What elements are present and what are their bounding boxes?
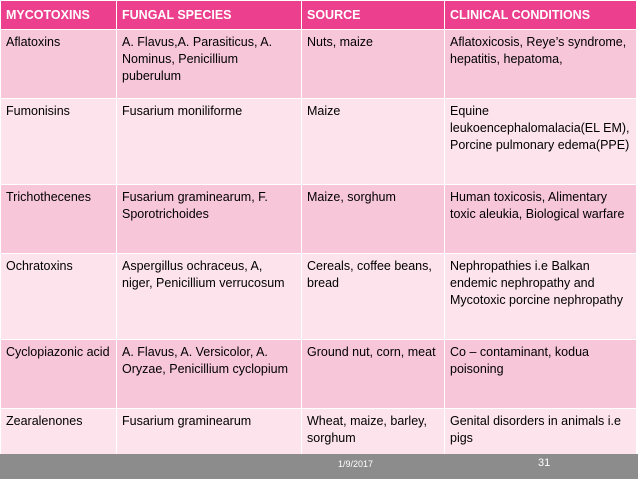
cell-clinical-conditions: Nephropathies i.e Balkan endemic nephropathy and Mycotoxic porcine nephropathy bbox=[445, 254, 637, 340]
cell-clinical-conditions: Co – contaminant, kodua poisoning bbox=[445, 340, 637, 409]
cell-fungal-species: A. Flavus, A. Versicolor, A. Oryzae, Penicillium cyclopium bbox=[117, 340, 302, 409]
cell-fungal-species: Fusarium moniliforme bbox=[117, 99, 302, 185]
slide-footer bbox=[0, 454, 638, 479]
cell-source: Ground nut, corn, meat bbox=[302, 340, 445, 409]
table-row bbox=[1, 409, 637, 460]
cell-clinical-conditions: Aflatoxicosis, Reye’s syndrome, hepatitis, hepatoma, bbox=[445, 30, 637, 99]
cell-source: Cereals, coffee beans, bread bbox=[302, 254, 445, 340]
cell-clinical-conditions: Equine leukoencephalomalacia(EL EM), Porcine pulmonary edema(PPE) bbox=[445, 99, 637, 185]
cell-mycotoxin: Ochratoxins bbox=[1, 254, 117, 340]
table-row bbox=[1, 340, 637, 409]
table-row bbox=[1, 185, 637, 254]
cell-source: Maize, sorghum bbox=[302, 185, 445, 254]
table-row bbox=[1, 30, 637, 99]
cell-fungal-species: Fusarium graminearum, F. Sporotrichoides bbox=[117, 185, 302, 254]
cell-mycotoxin: Fumonisins bbox=[1, 99, 117, 185]
cell-clinical-conditions: Genital disorders in animals i.e pigs bbox=[445, 409, 637, 460]
cell-clinical-conditions: Human toxicosis, Alimentary toxic aleukia, Biological warfare bbox=[445, 185, 637, 254]
header-clinical-conditions: CLINICAL CONDITIONS bbox=[445, 1, 637, 30]
cell-fungal-species: Fusarium graminearum bbox=[117, 409, 302, 460]
cell-mycotoxin: Trichothecenes bbox=[1, 185, 117, 254]
cell-fungal-species: Aspergillus ochraceus, A, niger, Penicillium verrucosum bbox=[117, 254, 302, 340]
table-row bbox=[1, 99, 637, 185]
cell-mycotoxin: Aflatoxins bbox=[1, 30, 117, 99]
table-header-row bbox=[1, 1, 637, 30]
footer-date: 1/9/2017 bbox=[338, 459, 374, 469]
header-fungal-species: FUNGAL SPECIES bbox=[117, 1, 302, 30]
cell-fungal-species: A. Flavus,A. Parasiticus, A. Nominus, Penicillium puberulum bbox=[117, 30, 302, 99]
cell-source: Nuts, maize bbox=[302, 30, 445, 99]
cell-source: Maize bbox=[302, 99, 445, 185]
slide-number: 31 bbox=[538, 457, 551, 469]
cell-mycotoxin: Cyclopiazonic acid bbox=[1, 340, 117, 409]
header-source: SOURCE bbox=[302, 1, 445, 30]
header-mycotoxins: MYCOTOXINS bbox=[1, 1, 117, 30]
cell-mycotoxin: Zearalenones bbox=[1, 409, 117, 460]
table-row bbox=[1, 254, 637, 340]
cell-source: Wheat, maize, barley, sorghum bbox=[302, 409, 445, 460]
